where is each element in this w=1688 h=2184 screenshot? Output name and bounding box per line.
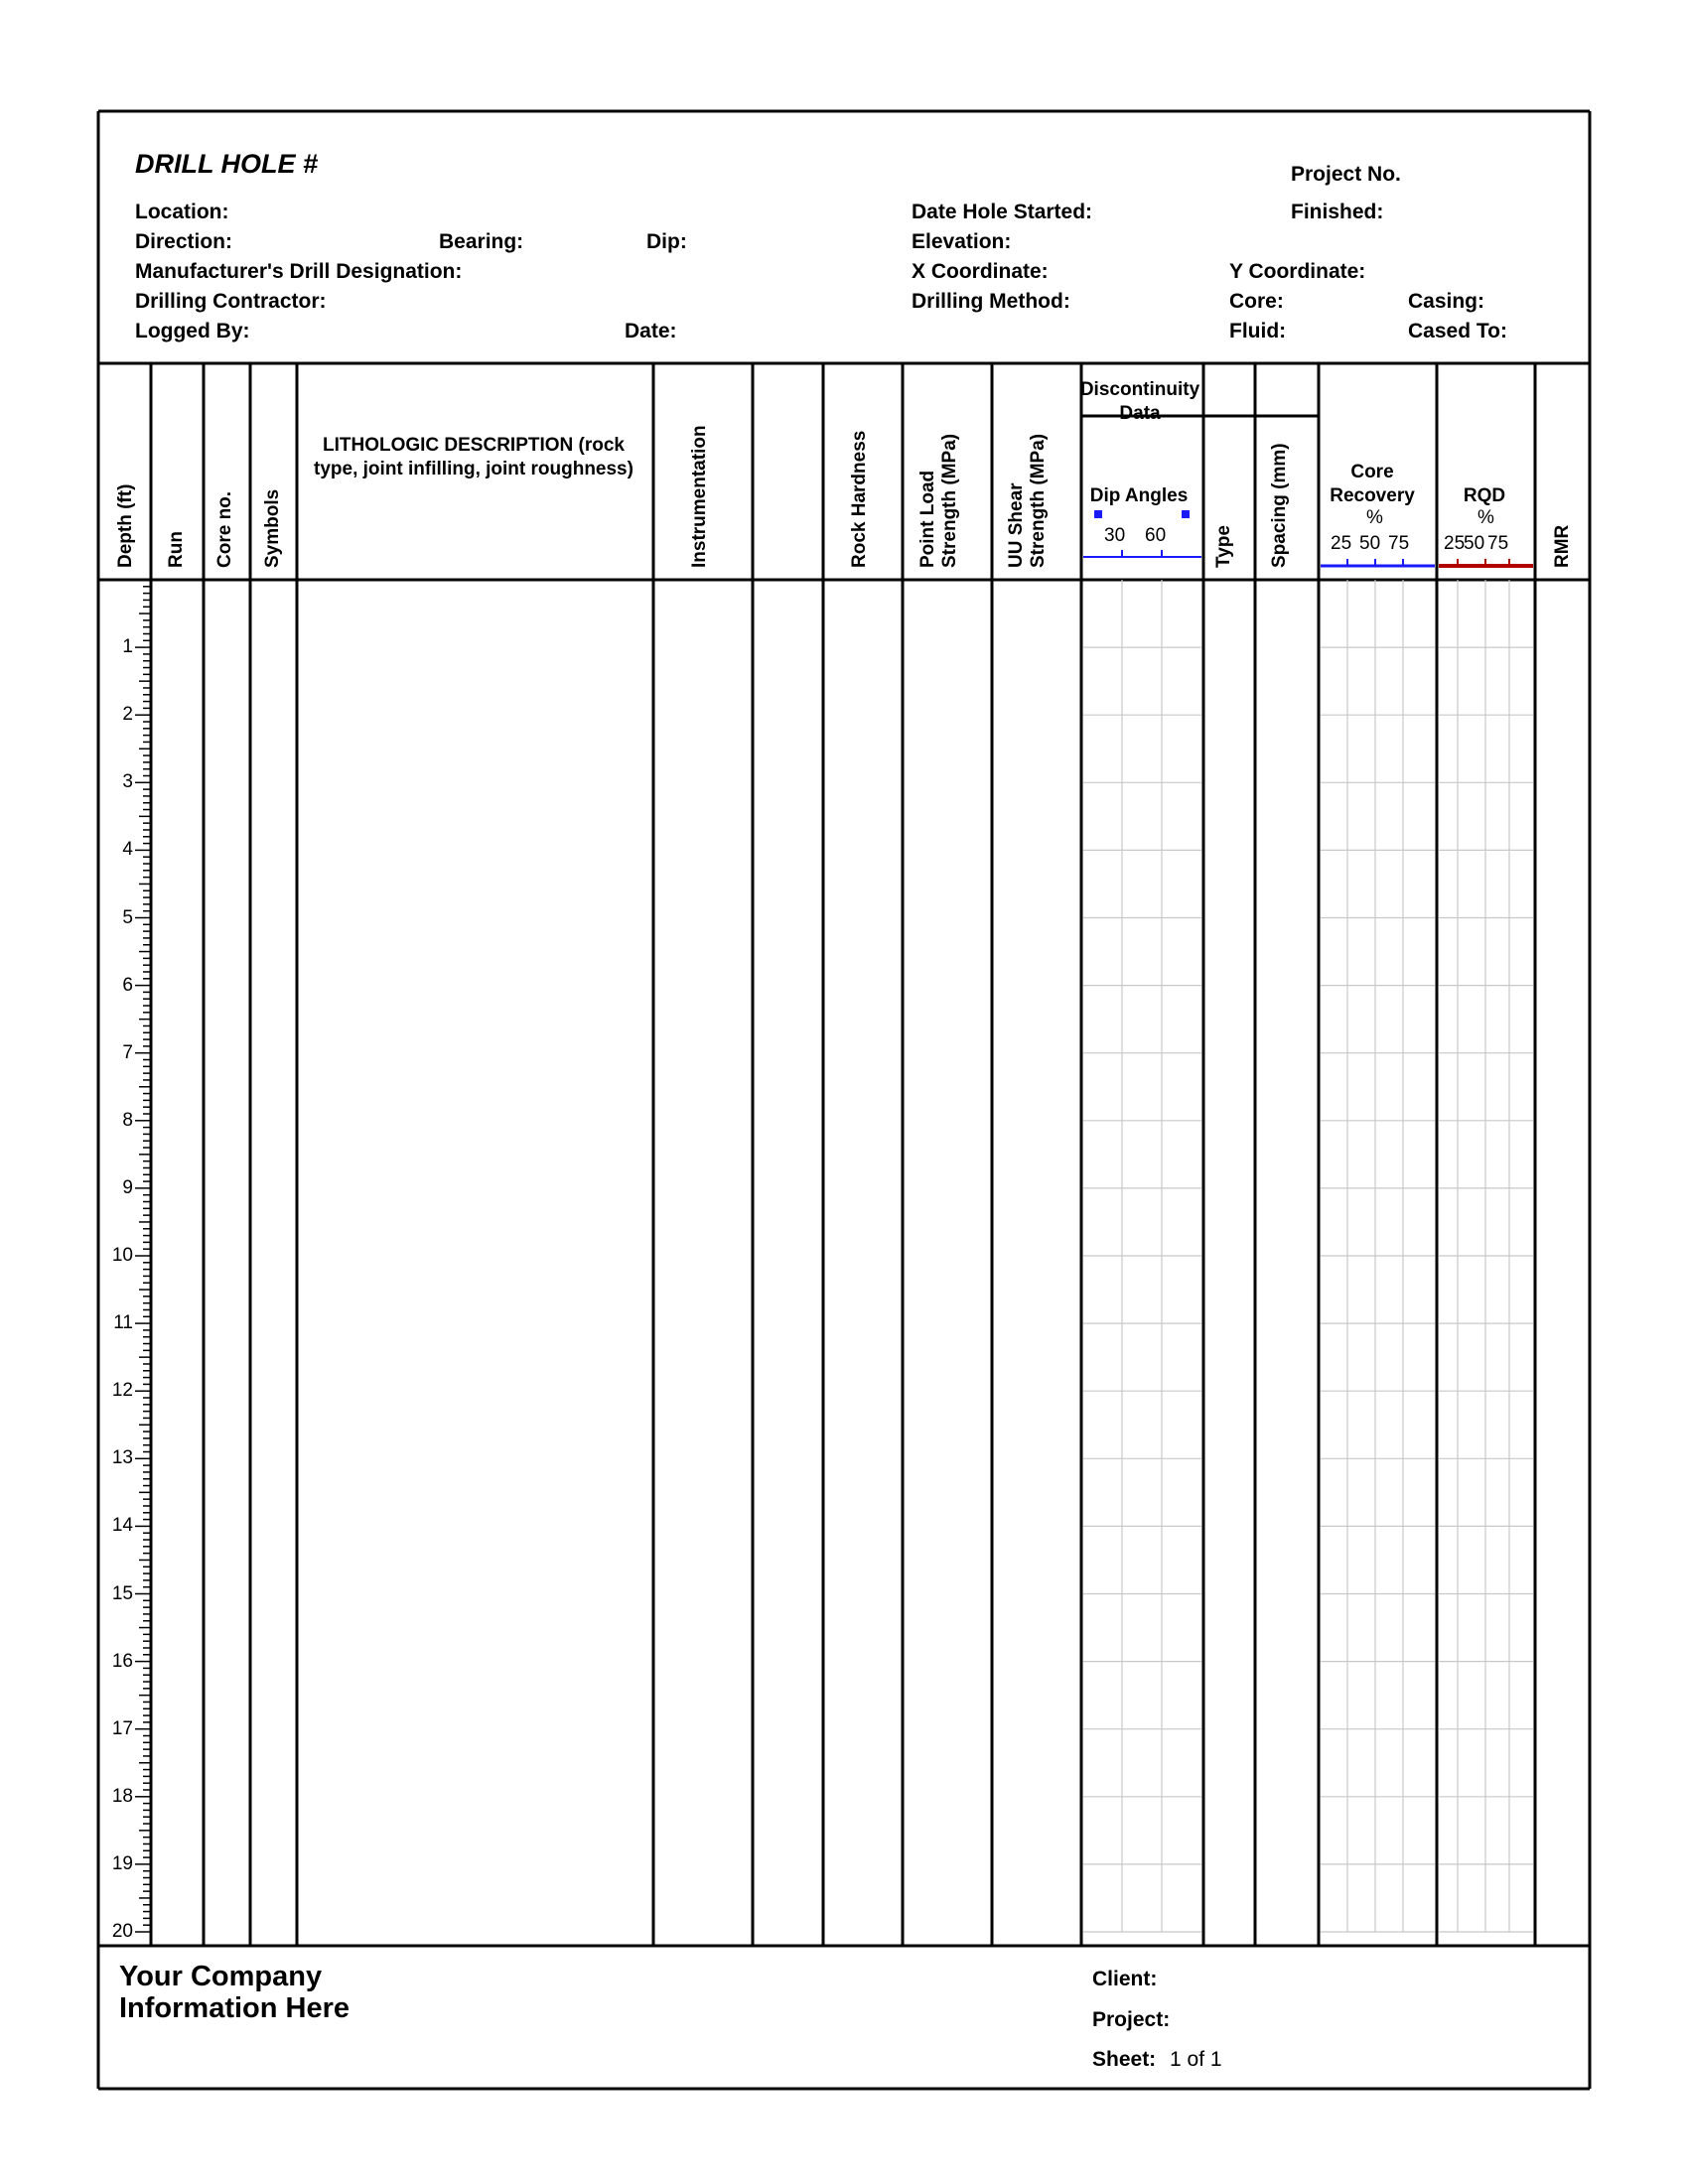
core-recovery-percent: %: [1366, 507, 1383, 528]
col-type: Type: [1213, 525, 1234, 568]
sheet-label: Sheet:: [1092, 2048, 1157, 2071]
col-symbols: Symbols: [262, 488, 283, 568]
bearing-label: Bearing:: [439, 230, 524, 253]
col-dip-angles: Dip Angles: [1089, 485, 1189, 506]
company-information: Your Company Information Here: [119, 1961, 351, 2025]
depth-ticks: [135, 580, 151, 1932]
depth-label: 6: [122, 974, 133, 996]
drilling-method-label: Drilling Method:: [912, 290, 1070, 313]
depth-label: 20: [111, 1921, 133, 1942]
client-label: Client:: [1092, 1968, 1158, 1990]
y-coordinate-label: Y Coordinate:: [1229, 260, 1366, 283]
elevation-label: Elevation:: [912, 230, 1012, 253]
depth-label: 15: [111, 1582, 133, 1604]
recovery-tick-25: 25: [1331, 533, 1352, 554]
col-run: Run: [166, 531, 187, 568]
recovery-tick-50: 50: [1359, 533, 1381, 554]
depth-label: 3: [122, 771, 133, 793]
col-instrumentation: Instrumentation: [689, 425, 710, 568]
depth-label: 17: [111, 1717, 133, 1739]
manufacturer-label: Manufacturer's Drill Designation:: [135, 260, 463, 283]
depth-label: 16: [111, 1650, 133, 1672]
finished-label: Finished:: [1291, 201, 1384, 223]
table-lines: [98, 111, 1590, 2089]
depth-label: 19: [111, 1852, 133, 1874]
dip-tick-60: 60: [1145, 525, 1167, 546]
depth-label: 9: [122, 1176, 133, 1198]
location-label: Location:: [135, 201, 229, 223]
depth-label: 2: [122, 704, 133, 726]
recovery-tick-75: 75: [1388, 533, 1410, 554]
col-uu-shear: UU Shear Strength (MPa): [1006, 433, 1049, 568]
dip-label: Dip:: [646, 230, 687, 253]
direction-label: Direction:: [135, 230, 233, 253]
rqd-tick-75: 75: [1487, 533, 1509, 554]
dip-tick-30: 30: [1104, 525, 1126, 546]
depth-label: 14: [111, 1515, 133, 1537]
depth-label: 11: [113, 1312, 133, 1334]
depth-label: 4: [122, 839, 133, 861]
dip-legend-marker: [1182, 510, 1190, 518]
depth-label: 10: [111, 1245, 133, 1266]
col-point-load: Point Load Strength (MPa): [917, 433, 960, 568]
date-started-label: Date Hole Started:: [912, 201, 1093, 223]
depth-label: 7: [122, 1041, 133, 1063]
depth-label: 12: [111, 1380, 133, 1402]
depth-label: 1: [122, 636, 133, 658]
rqd-tick-25: 25: [1444, 533, 1466, 554]
x-coordinate-label: X Coordinate:: [912, 260, 1049, 283]
depth-label: 13: [111, 1447, 133, 1469]
col-core-no: Core no.: [214, 490, 235, 568]
date-label: Date:: [625, 320, 677, 342]
logged-by-label: Logged By:: [135, 320, 250, 342]
col-lithologic-description: LITHOLOGIC DESCRIPTION (rock type, joint infilling, joint roughness): [314, 435, 633, 479]
col-rock-hardness: Rock Hardness: [849, 430, 870, 568]
drill-hole-title: DRILL HOLE #: [135, 149, 319, 179]
dip-legend-marker: [1094, 510, 1102, 518]
depth-label: 5: [122, 906, 133, 928]
core-label: Core:: [1229, 290, 1284, 313]
sheet-value: 1 of 1: [1170, 2048, 1222, 2071]
fluid-label: Fluid:: [1229, 320, 1287, 342]
project-no-label: Project No.: [1291, 163, 1401, 186]
col-discontinuity-data: Discontinuity Data: [1079, 379, 1200, 424]
cased-to-label: Cased To:: [1408, 320, 1507, 342]
rqd-percent: %: [1477, 507, 1494, 528]
col-rqd: RQD: [1463, 485, 1506, 506]
col-spacing: Spacing (mm): [1269, 443, 1290, 568]
col-depth: Depth (ft): [115, 483, 136, 568]
col-rmr: RMR: [1552, 524, 1573, 568]
project-label: Project:: [1092, 2008, 1171, 2031]
casing-label: Casing:: [1408, 290, 1485, 313]
depth-label: 18: [111, 1785, 133, 1807]
drilling-contractor-label: Drilling Contractor:: [135, 290, 327, 313]
depth-label: 8: [122, 1109, 133, 1131]
rqd-tick-50: 50: [1464, 533, 1485, 554]
col-core-recovery: Core Recovery: [1330, 462, 1415, 506]
plot-grids: [1083, 507, 1533, 1932]
